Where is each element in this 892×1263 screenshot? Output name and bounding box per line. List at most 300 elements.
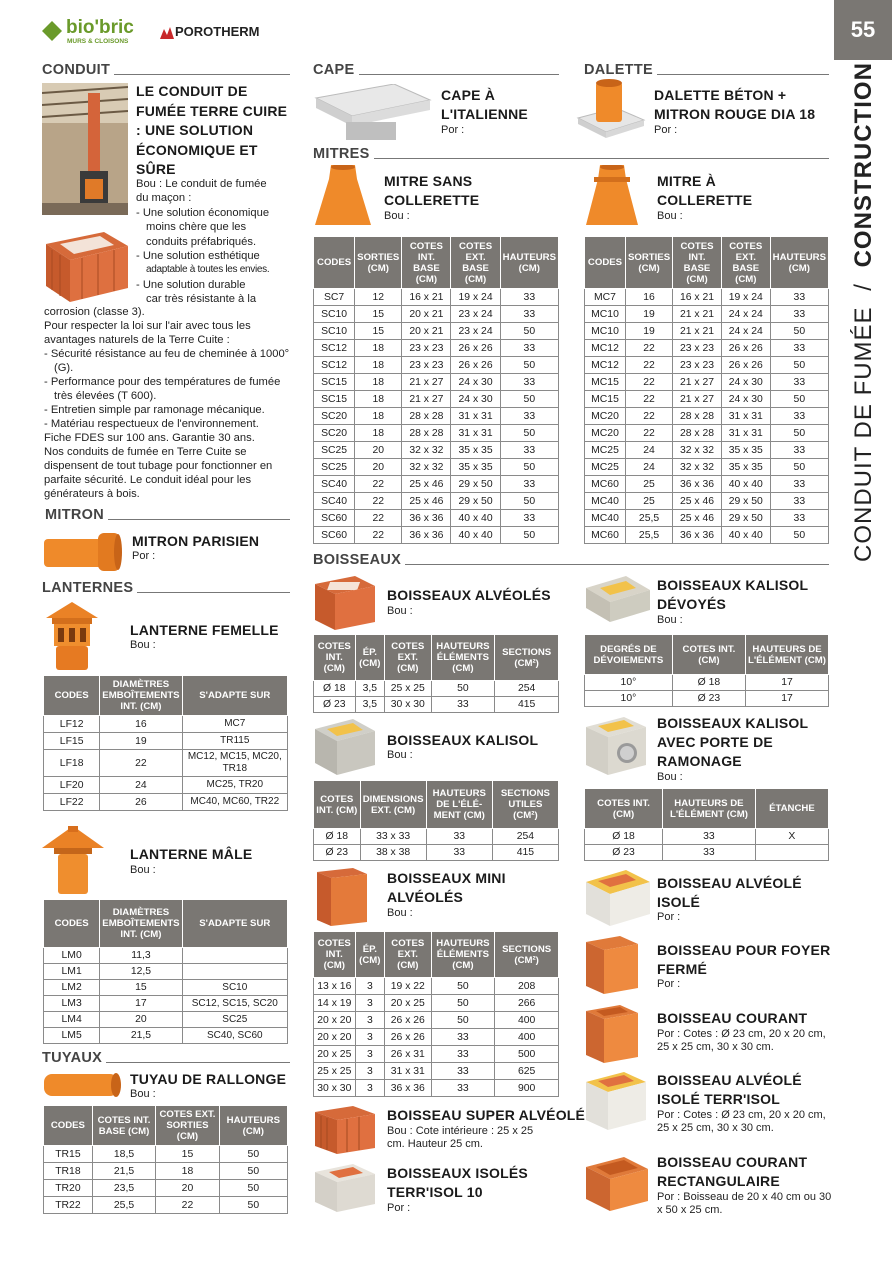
section-conduit: CONDUIT — [42, 62, 290, 78]
column-header: CODES — [314, 237, 355, 289]
section-cape: CAPE — [313, 62, 559, 78]
table-cell: 26 x 26 — [385, 1012, 432, 1029]
table-cell: 24 x 24 — [721, 323, 770, 340]
table-cell: 26 x 26 — [721, 340, 770, 357]
table-row — [585, 845, 829, 861]
table-cell: 33 — [770, 510, 828, 527]
column-header: HAUTEURS ÉLÉMENTS (CM) — [431, 932, 495, 978]
table-cell: TR18 — [44, 1163, 93, 1180]
table-cell: 25 — [625, 476, 672, 493]
table-cell: 20 x 21 — [402, 306, 451, 323]
table-cell: SC40, SC60 — [182, 1028, 287, 1044]
boisseaux-mini-image — [313, 866, 369, 928]
table-cell: 21,5 — [100, 1028, 182, 1044]
table-cell: LM1 — [44, 964, 100, 980]
table-cell: TR20 — [44, 1180, 93, 1197]
table-cell: 33 — [770, 408, 828, 425]
table-row — [314, 527, 559, 544]
table-cell: 10° — [585, 675, 673, 691]
boisseaux-isoles-sub: Por : — [387, 1202, 411, 1214]
kalisol-devoyes-sub: Bou : — [657, 614, 683, 626]
boisseaux-isoles-image — [313, 1162, 377, 1214]
column-header: HAUTEURS DE L'ÉLÉMENT (CM) — [663, 789, 756, 829]
table-cell: 36 x 36 — [402, 527, 451, 544]
table-cell: 33 — [431, 1046, 495, 1063]
table-cell: 23 x 23 — [673, 357, 722, 374]
mitre-sans-image — [313, 165, 373, 229]
kalisol-porte-sub: Bou : — [657, 771, 683, 783]
table-cell: Ø 23 — [314, 697, 356, 713]
table-row — [585, 493, 829, 510]
kalisol-devoyes-table — [584, 634, 829, 707]
table-cell: 21 x 27 — [402, 391, 451, 408]
table-row — [44, 980, 288, 996]
alveole-isole-title: BOISSEAU ALVÉOLÉ ISOLÉ — [657, 875, 802, 910]
table-cell: 33 — [426, 845, 492, 861]
table-cell: 50 — [500, 425, 558, 442]
table-row — [314, 845, 559, 861]
table-cell: SC40 — [314, 476, 355, 493]
table-cell: TR15 — [44, 1146, 93, 1163]
table-row — [314, 323, 559, 340]
porotherm-mark-icon — [160, 25, 174, 39]
table-row — [44, 948, 288, 964]
table-cell: MC40, MC60, TR22 — [182, 794, 287, 811]
table-row — [585, 340, 829, 357]
table-cell: 33 — [431, 1029, 495, 1046]
boisseaux-mini-title: BOISSEAUX MINI ALVÉOLÉS — [387, 870, 506, 905]
table-cell: 50 — [431, 681, 495, 697]
table-cell: LF22 — [44, 794, 100, 811]
section-mitres: MITRES — [313, 146, 829, 162]
table-cell: 16 — [100, 716, 182, 733]
table-cell: 21 x 21 — [673, 323, 722, 340]
conduit-title: LE CONDUIT DE FUMÉE TERRE CUIRE : UNE SOLUTION ÉCONOMIQUE ET SÛRE — [136, 83, 288, 177]
table-cell: SC20 — [314, 425, 355, 442]
courant-rect-sub: Por : Boisseau de 20 x 40 cm ou 30 x 50 x 25 cm. — [657, 1191, 832, 1216]
tuyau-image — [42, 1068, 122, 1100]
column-header: SECTIONS UTILES (CM²) — [492, 781, 558, 829]
table-cell: 22 — [625, 425, 672, 442]
table-row — [585, 306, 829, 323]
table-cell: 208 — [495, 978, 559, 995]
table-cell: SC25 — [182, 1012, 287, 1028]
table-cell: 254 — [492, 829, 558, 845]
table-cell: LF12 — [44, 716, 100, 733]
table-cell: 18 — [355, 340, 402, 357]
column-header: COTES INT. (CM) — [585, 789, 663, 829]
table-cell: 18,5 — [92, 1146, 155, 1163]
table-cell: 3 — [355, 1063, 384, 1080]
table-cell: MC25 — [585, 459, 626, 476]
table-cell: SC25 — [314, 442, 355, 459]
table-row — [44, 716, 288, 733]
table-cell — [755, 845, 828, 861]
table-cell: 25 x 46 — [402, 493, 451, 510]
table-cell: 22 — [355, 510, 402, 527]
table-cell: 17 — [100, 996, 182, 1012]
courant-rect-title: BOISSEAU COURANT RECTANGULAIRE — [657, 1154, 808, 1189]
column-header: COTES EXT. (CM) — [385, 932, 432, 978]
table-cell: 50 — [431, 995, 495, 1012]
table-row — [314, 1080, 559, 1097]
boisseaux-mini-sub: Bou : — [387, 907, 413, 919]
diamond-icon — [42, 21, 62, 41]
table-cell: 36 x 36 — [673, 476, 722, 493]
table-cell: Ø 18 — [672, 675, 745, 691]
table-cell: TR115 — [182, 733, 287, 750]
table-cell: 25 x 25 — [314, 1063, 356, 1080]
table-cell: 17 — [746, 675, 829, 691]
table-cell: 23 x 24 — [451, 323, 500, 340]
table-row — [44, 1163, 288, 1180]
mitre-avec-sub: Bou : — [657, 210, 683, 222]
table-cell: 50 — [500, 493, 558, 510]
table-cell: LF18 — [44, 750, 100, 777]
courant-rect-image — [584, 1155, 650, 1213]
table-row — [585, 425, 829, 442]
boisseaux-mini-table — [313, 931, 559, 1097]
table-cell: Ø 18 — [314, 681, 356, 697]
table-row — [585, 391, 829, 408]
table-cell: TR22 — [44, 1197, 93, 1214]
table-cell: 15 — [355, 323, 402, 340]
side-title-bold: CONSTRUCTION — [850, 62, 877, 268]
table-cell: SC10 — [182, 980, 287, 996]
table-cell: 32 x 32 — [673, 459, 722, 476]
table-cell: 3 — [355, 1029, 384, 1046]
table-cell: SC15 — [314, 391, 355, 408]
side-title — [846, 62, 882, 562]
table-cell: 24 x 30 — [721, 391, 770, 408]
table-cell: 32 x 32 — [402, 442, 451, 459]
table-cell: 3 — [355, 1012, 384, 1029]
table-cell: 50 — [219, 1197, 287, 1214]
table-cell: 3 — [355, 1046, 384, 1063]
conduit-body: corrosion (classe 3). Pour respecter la loi sur l'air avec tous les avantages naturels de la Terre Cuite : - Sécurité résistance au feu de cheminée à 1000° (G). - Performance pour des températures de fumée très élevées (T 600). - Entretien simple par ramonage mécanique. - Matériau respectueux de l'environnement. Fiche FDES sur 100 ans. Garantie 30 ans. Nos conduits de fumée en Terre Cuite se dispensent de tout tubage pour fonctionner en parfaite sécurité. Le conduit idéal pour les générateurs à bois. — [44, 306, 290, 500]
table-cell: 3 — [355, 995, 384, 1012]
column-header: COTES INT. (CM) — [314, 781, 361, 829]
mitre-sans-table — [313, 236, 559, 544]
boisseau-super-image — [313, 1104, 377, 1156]
table-cell: 28 x 28 — [402, 425, 451, 442]
chimney-photo — [42, 83, 128, 215]
table-cell: 20 x 20 — [314, 1012, 356, 1029]
table-row — [314, 681, 559, 697]
table-cell: MC60 — [585, 476, 626, 493]
table-row — [314, 289, 559, 306]
column-header: CODES — [44, 676, 100, 716]
dalette-image — [576, 78, 646, 142]
table-cell: 31 x 31 — [385, 1063, 432, 1080]
kalisol-porte-image — [584, 715, 648, 777]
table-row — [314, 1046, 559, 1063]
table-cell: 22 — [156, 1197, 219, 1214]
column-header: ÉTANCHE — [755, 789, 828, 829]
table-cell: 18 — [355, 357, 402, 374]
table-cell: 19 x 22 — [385, 978, 432, 995]
boisseau-courant-sub: Por : Cotes : Ø 23 cm, 20 x 20 cm, 25 x 25 cm, 30 x 30 cm. — [657, 1028, 826, 1053]
terrisol-sub: Por : Cotes : Ø 23 cm, 20 x 20 cm, 25 x 25 cm, 30 x 30 cm. — [657, 1109, 826, 1134]
column-header: COTES EXT. BASE (CM) — [721, 237, 770, 289]
table-cell: 50 — [770, 459, 828, 476]
side-title-light: CONDUIT DE FUMÉE — [850, 306, 877, 562]
column-header: ÉP. (CM) — [355, 635, 384, 681]
column-header: S'ADAPTE SUR — [182, 676, 287, 716]
table-cell: 33 — [770, 493, 828, 510]
column-header: DIAMÈTRES EMBOÎTEMENTS INT. (CM) — [100, 900, 182, 948]
table-cell: 20 x 25 — [314, 1046, 356, 1063]
table-cell: 23 x 24 — [451, 306, 500, 323]
table-cell: 29 x 50 — [451, 476, 500, 493]
table-row — [44, 1028, 288, 1044]
table-cell: 31 x 31 — [721, 425, 770, 442]
table-cell: 3,5 — [355, 681, 384, 697]
column-header: COTES EXT. BASE (CM) — [451, 237, 500, 289]
table-cell: 33 — [500, 306, 558, 323]
table-cell: 12,5 — [100, 964, 182, 980]
table-cell: 29 x 50 — [721, 493, 770, 510]
table-cell: 33 — [500, 289, 558, 306]
table-row — [314, 442, 559, 459]
table-cell: 38 x 38 — [360, 845, 426, 861]
alveole-isole-sub: Por : — [657, 911, 681, 923]
table-cell: 33 — [770, 289, 828, 306]
boisseaux-kalisol-image — [313, 717, 377, 777]
table-cell: 18 — [355, 391, 402, 408]
column-header: COTES INT. (CM) — [314, 932, 356, 978]
table-row — [314, 391, 559, 408]
table-cell: 25 x 46 — [673, 510, 722, 527]
conduit-block-image — [42, 226, 130, 304]
column-header: DEGRÉS DE DÉVOIEMENTS — [585, 635, 673, 675]
table-cell: 400 — [495, 1029, 559, 1046]
table-cell: 33 — [500, 340, 558, 357]
table-cell: 11,3 — [100, 948, 182, 964]
table-cell: 24 — [625, 442, 672, 459]
table-cell: 50 — [500, 459, 558, 476]
table-cell: 23 x 23 — [402, 340, 451, 357]
table-cell: 36 x 36 — [673, 527, 722, 544]
table-cell: 33 — [500, 476, 558, 493]
table-cell: LM4 — [44, 1012, 100, 1028]
table-cell: 50 — [431, 1012, 495, 1029]
table-cell: 3,5 — [355, 697, 384, 713]
table-cell: 30 x 30 — [314, 1080, 356, 1097]
table-cell: 50 — [500, 527, 558, 544]
table-cell: 24 x 24 — [721, 306, 770, 323]
boisseau-courant-image — [584, 1003, 640, 1065]
table-cell: 33 x 33 — [360, 829, 426, 845]
table-cell: 50 — [219, 1146, 287, 1163]
table-cell: 33 — [431, 697, 495, 713]
boisseau-courant-title: BOISSEAU COURANT — [657, 1010, 808, 1026]
terrisol-image — [584, 1070, 648, 1132]
foyer-ferme-title: BOISSEAU POUR FOYER FERMÉ — [657, 942, 831, 977]
table-row — [314, 374, 559, 391]
table-cell: 28 x 28 — [402, 408, 451, 425]
mitre-sans-title: MITRE SANS COLLERETTE — [384, 173, 480, 208]
table-cell: 33 — [770, 442, 828, 459]
table-cell: 31 x 31 — [451, 425, 500, 442]
side-title-separator: / — [850, 283, 877, 291]
table-cell: 26 x 26 — [721, 357, 770, 374]
table-cell: MC12, MC15, MC20, TR18 — [182, 750, 287, 777]
table-cell: SC60 — [314, 510, 355, 527]
table-cell: MC20 — [585, 425, 626, 442]
table-row — [44, 750, 288, 777]
table-cell: 23 x 23 — [402, 357, 451, 374]
boisseaux-alveoles-title: BOISSEAUX ALVÉOLÉS — [387, 587, 551, 603]
table-row — [44, 1197, 288, 1214]
dalette-title: DALETTE BÉTON + MITRON ROUGE DIA 18 — [654, 87, 816, 122]
table-cell: 22 — [355, 493, 402, 510]
table-cell: 32 x 32 — [402, 459, 451, 476]
table-row — [44, 1012, 288, 1028]
table-cell: 19 x 24 — [721, 289, 770, 306]
brand-tagline: MURS & CLOISONS — [67, 38, 129, 45]
table-cell: Ø 18 — [314, 829, 361, 845]
table-row — [585, 323, 829, 340]
table-row — [44, 794, 288, 811]
conduit-intro: Bou : Le conduit de fumée du maçon : - Une solution économique moins chère que les conduits préfabriqués. - Une solution esthétique adaptable à toutes les envies. - Une solution durable car très résistante à la — [136, 178, 270, 306]
table-cell: 26 x 26 — [451, 340, 500, 357]
table-cell: 19 — [625, 323, 672, 340]
column-header: COTES INT. (CM) — [672, 635, 745, 675]
column-header: COTES EXT. SORTIES (CM) — [156, 1106, 219, 1146]
boisseaux-kalisol-title: BOISSEAUX KALISOL — [387, 732, 539, 748]
table-cell: 35 x 35 — [451, 459, 500, 476]
table-cell: 25,5 — [625, 510, 672, 527]
dalette-sub: Por : — [654, 124, 678, 136]
table-row — [44, 964, 288, 980]
table-cell: MC25, TR20 — [182, 777, 287, 794]
table-cell: 18 — [355, 408, 402, 425]
table-row — [314, 1012, 559, 1029]
table-cell: 20 — [355, 459, 402, 476]
table-row — [585, 510, 829, 527]
table-cell: 12 — [355, 289, 402, 306]
table-cell: SC10 — [314, 323, 355, 340]
table-cell: 31 x 31 — [721, 408, 770, 425]
lanterne-femelle-image — [44, 602, 100, 672]
table-cell: 33 — [770, 340, 828, 357]
table-cell: MC10 — [585, 306, 626, 323]
table-cell: 20 x 25 — [385, 995, 432, 1012]
boisseau-super-sub: Bou : Cote intérieure : 25 x 25 cm. Hauteur 25 cm. — [387, 1125, 534, 1150]
kalisol-porte-title: BOISSEAUX KALISOL AVEC PORTE DE RAMONAGE — [657, 715, 808, 769]
table-cell: 36 x 36 — [385, 1080, 432, 1097]
boisseaux-alveoles-image — [313, 574, 377, 632]
column-header: ÉP. (CM) — [355, 932, 384, 978]
table-row — [44, 1146, 288, 1163]
table-cell: 500 — [495, 1046, 559, 1063]
mitre-avec-table — [584, 236, 829, 544]
table-cell: 254 — [495, 681, 559, 697]
lanterne-femelle-title: LANTERNE FEMELLE — [130, 622, 279, 638]
partner-name: POROTHERM — [175, 24, 260, 39]
table-cell: MC7 — [585, 289, 626, 306]
cape-sub: Por : — [441, 124, 465, 136]
table-cell: 33 — [431, 1063, 495, 1080]
table-cell — [182, 964, 287, 980]
mitre-sans-sub: Bou : — [384, 210, 410, 222]
table-cell: 50 — [770, 425, 828, 442]
column-header: CODES — [44, 1106, 93, 1146]
table-cell: 10° — [585, 691, 673, 707]
table-row — [314, 510, 559, 527]
column-header: COTES EXT. (CM) — [385, 635, 432, 681]
table-cell: 625 — [495, 1063, 559, 1080]
table-cell: 50 — [431, 978, 495, 995]
table-cell: 17 — [746, 691, 829, 707]
table-cell: 40 x 40 — [721, 527, 770, 544]
table-cell: 33 — [500, 442, 558, 459]
table-cell: 20 x 20 — [314, 1029, 356, 1046]
table-cell: 35 x 35 — [721, 442, 770, 459]
boisseau-super-title: BOISSEAU SUPER ALVÉOLÉ — [387, 1107, 586, 1123]
table-cell: 15 — [156, 1146, 219, 1163]
table-cell: 28 x 28 — [673, 425, 722, 442]
table-cell: 400 — [495, 1012, 559, 1029]
section-boisseaux: BOISSEAUX — [313, 552, 829, 568]
section-tuyaux: TUYAUX — [42, 1050, 290, 1066]
mitron-title: MITRON PARISIEN — [132, 533, 260, 549]
mitre-avec-title: MITRE À COLLERETTE — [657, 173, 753, 208]
tuyau-title: TUYAU DE RALLONGE — [130, 1071, 287, 1087]
table-cell: 22 — [625, 357, 672, 374]
table-row — [314, 697, 559, 713]
table-cell: 19 x 24 — [451, 289, 500, 306]
page-number-tab — [834, 0, 892, 60]
table-row — [314, 306, 559, 323]
table-cell: 26 x 31 — [385, 1046, 432, 1063]
table-cell: SC12 — [314, 340, 355, 357]
table-cell: 24 x 30 — [451, 391, 500, 408]
table-cell: 15 — [100, 980, 182, 996]
table-cell: 25 x 25 — [385, 681, 432, 697]
table-cell: 21 x 27 — [673, 374, 722, 391]
column-header: HAUTEURS (CM) — [500, 237, 558, 289]
table-cell: SC60 — [314, 527, 355, 544]
table-cell: 3 — [355, 1080, 384, 1097]
table-cell: 18 — [355, 374, 402, 391]
table-cell: 50 — [500, 323, 558, 340]
table-cell: 25,5 — [92, 1197, 155, 1214]
table-row — [44, 733, 288, 750]
table-cell: 50 — [219, 1163, 287, 1180]
kalisol-devoyes-title: BOISSEAUX KALISOL DÉVOYÉS — [657, 577, 808, 612]
table-cell — [182, 948, 287, 964]
table-cell: 15 — [355, 306, 402, 323]
table-cell: 415 — [492, 845, 558, 861]
table-cell: MC40 — [585, 493, 626, 510]
table-cell: 26 — [100, 794, 182, 811]
table-cell: 16 x 21 — [402, 289, 451, 306]
table-cell: 16 — [625, 289, 672, 306]
table-row — [314, 1029, 559, 1046]
table-cell: SC10 — [314, 306, 355, 323]
column-header: SECTIONS (CM²) — [495, 635, 559, 681]
mitre-avec-image — [584, 165, 640, 229]
column-header: HAUTEURS DE L'ÉLÉ- MENT (CM) — [426, 781, 492, 829]
table-cell: MC25 — [585, 442, 626, 459]
table-cell: 35 x 35 — [721, 459, 770, 476]
lanterne-male-sub: Bou : — [130, 864, 156, 876]
table-cell: 33 — [426, 829, 492, 845]
page-number: 55 — [850, 17, 876, 42]
table-cell: 20 — [100, 1012, 182, 1028]
